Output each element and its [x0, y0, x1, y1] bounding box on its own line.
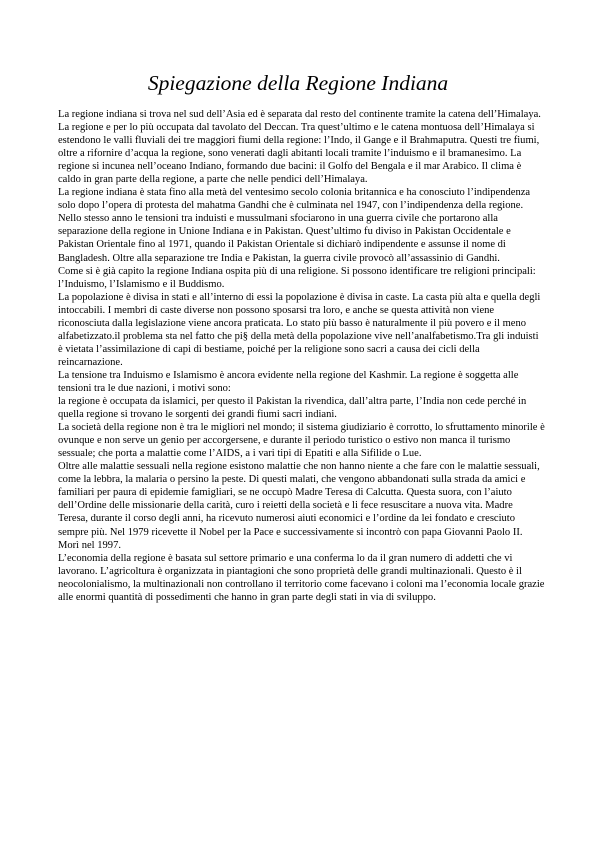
document-body [58, 108, 545, 604]
paragraph-religions: Come si è già capito la regione Indiana ospita più di una religione. Si possono identificare tre religioni principali: l’Induismo, l’Islamismo e il Buddismo. [58, 265, 536, 290]
paragraph-economy: L’economia della regione è basata sul settore primario e una conferma lo da il gran numero di addetti che vi lavorano. L’agricoltura è organizzata in piantagioni che sono proprietà delle grandi multinazionali. Questo è il neocolonialismo, la multinazionali non controllano il territorio come facevano i coloni ma l’economia locale grazie alle enormi quantità di possedimenti che hanno in gran parte degli stati in via di sviluppo. [58, 552, 545, 603]
paragraph-kashmir-reasons: la regione è occupata da islamici, per questo il Pakistan la rivendica, dall’altra parte, l’India non cede perché in quella regione si trovano le sorgenti dei grandi fiumi sacri indiani. [58, 396, 527, 421]
document-title: Spiegazione della Regione Indiana [147, 71, 449, 95]
paragraph-society: La società della regione non è tra le migliori nel mondo; il sistema giudiziario è corrotto, lo sfruttamento minorile è ovunque e non serve un genio per accorgersene, e durante il periodo turistico o estivo non manca il turismo sessuale; che porta a malattie come l’AIDS, a i vari tipi di Epatiti e alla Sifilide o Lue. [58, 422, 545, 460]
paragraph-geography: La regione indiana si trova nel sud dell’Asia ed è separata dal resto del continente tramite la catena dell’Himalaya. La regione e per lo più occupata dal tavolato del Deccan. Tra quest’ultimo e le catena montuosa dell’Himalaya si estendono le valli fluviali dei tre maggiori fiumi della regione: l’Indo, il Gange e il Brahmaputra. Questi tre fiumi, oltre a rifornire d’acqua la regione, sono venerati dagli abitanti locali tramite l’induismo e il bramanesimo. La regione si incunea nell’oceano Indiano, formando due bacini: il Golfo del Bengala e il mar Arabico. Il clima è caldo in gran parte della regione, a parte che nelle pendici dell’Himalaya. [58, 109, 541, 186]
paragraph-diseases: Oltre alle malattie sessuali nella regione esistono malattie che non hanno niente a che fare con le malattie sessuali, come la lebbra, la malaria o persino la peste. Di questi malati, che vengono abbandonati sulla strada da amici e familiari per paura di epidemie famigliari, se ne occupò Madre Teresa di Calcutta. Questa suora, con l’aiuto dell’Ordine delle missionarie della carità, curo i reietti della società e li fece resuscitare a nuova vita. Madre Teresa, durante il corso degli anni, ha ricevuto numerosi aiuti economici e l’ordine da lei fondato e cresciuto sempre più. Nel 1979 ricevette il Nobel per la Pace e successivamente si incontrò con papa Giovanni Paolo II. Morì nel 1997. [58, 461, 540, 551]
paragraph-castes: La popolazione è divisa in stati e all’interno di essi la popolazione è divisa in caste. La casta più alta e quella degli intoccabili. I membri di caste diverse non possono sposarsi tra loro, e anche se questa attività non viene riconosciuta dalla legislazione viene ancora praticata. Lo stato più basso è naturalmente il più povero e il meno alfabetizzato.il problema sta nel fatto che pi§ della metà della popolazione vive nell’analfabetismo.Tra gli induisti è vietata l’assimilazione di capi di bestiame, poiché per la religione sono sacri a causa dei cicli della reincarnazione. [58, 291, 541, 368]
paragraph-kashmir: La tensione tra Induismo e Islamismo è ancora evidente nella regione del Kashmir. La regione è soggetta alle tensioni tra le due nazioni, i motivi sono: [58, 369, 519, 394]
paragraph-history: La regione indiana è stata fino alla metà del ventesimo secolo colonia britannica e ha conosciuto l’indipendenza solo dopo l’opera di protesta del mahatma Gandhi che è culminata nel 1947, con l’indipendenza della regione. Nello stesso anno le tensioni tra induisti e mussulmani sfociarono in una guerra civile che portarono alla separazione della regione in Unione Indiana e in Pakistan. Quest’ultimo fu diviso in Pakistan Occidentale e Pakistan Orientale fino al 1971, quando il Pakistan Orientale si dichiarò indipendente e assunse il nome di Bangladesh. Oltre alla separazione tre India e Pakistan, la guerra civile provocò all’assassinio di Gandhi. [58, 187, 531, 264]
